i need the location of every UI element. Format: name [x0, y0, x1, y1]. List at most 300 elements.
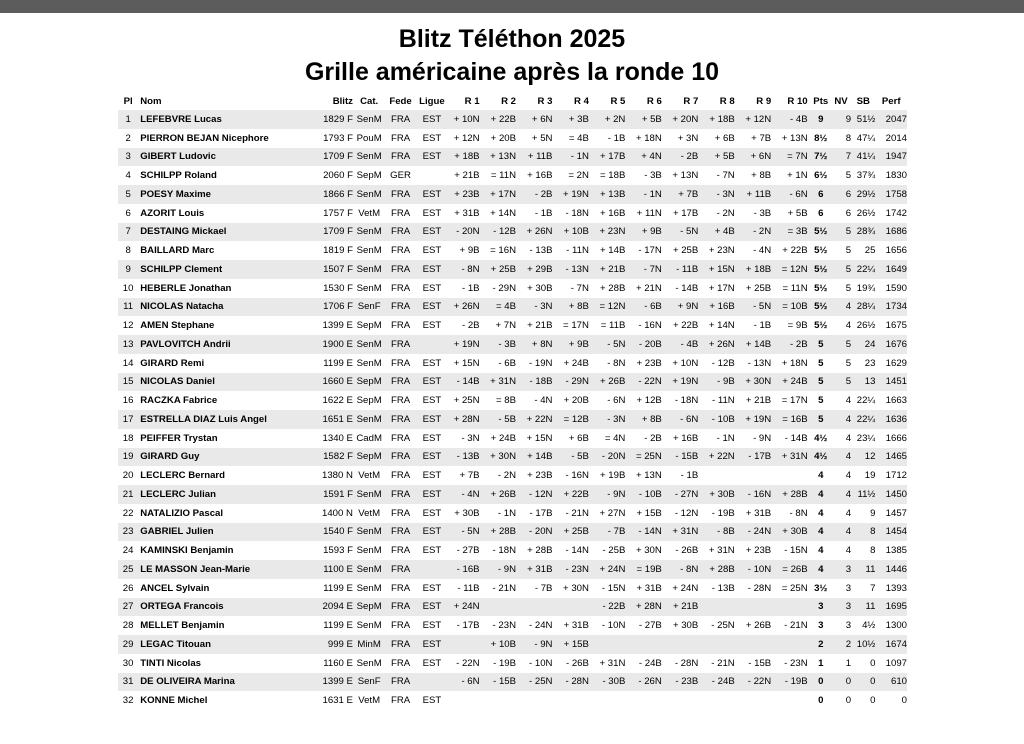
- cell-perf: 1742: [885, 207, 907, 219]
- cell-r1: + 28N: [453, 413, 480, 425]
- cell-federation: FRA: [390, 151, 411, 163]
- cell-r2: - 12B: [493, 226, 517, 238]
- cell-nv: 3: [845, 601, 852, 613]
- cell-r7: - 15B: [675, 451, 699, 463]
- cell-r9: - 9N: [753, 432, 772, 444]
- cell-sb: 0: [870, 676, 876, 688]
- cell-r3: + 6N: [531, 113, 553, 125]
- cell-r3: + 30B: [527, 282, 553, 294]
- cell-r4: - 23N: [565, 563, 589, 575]
- cell-r3: - 7B: [534, 582, 553, 594]
- cell-r2: = 4B: [496, 301, 517, 313]
- cell-nv: 5: [845, 263, 852, 275]
- cell-r9: + 31B: [745, 507, 772, 519]
- cell-r2: - 3B: [498, 338, 517, 350]
- cell-r3: - 20N: [529, 526, 553, 538]
- table-row: [118, 504, 907, 523]
- cell-r1: + 12N: [453, 132, 480, 144]
- cell-category: SepM: [356, 395, 382, 407]
- cell-r9: - 10N: [747, 563, 772, 575]
- header-r6: R 6: [646, 95, 662, 107]
- header-r2: R 2: [501, 95, 517, 107]
- table-row: [118, 654, 907, 673]
- cell-r2: + 14N: [490, 207, 517, 219]
- table-row: [118, 354, 907, 373]
- table-row: [118, 166, 907, 185]
- cell-sb: 4½: [862, 620, 876, 632]
- cell-sb: 22¼: [856, 395, 876, 407]
- cell-category: SenM: [356, 563, 382, 575]
- cell-r8: - 2N: [716, 207, 735, 219]
- cell-perf: 1300: [885, 620, 907, 632]
- cell-nv: 4: [845, 413, 852, 425]
- cell-r8: - 25N: [711, 620, 735, 632]
- cell-blitz: 1199 E: [323, 582, 353, 594]
- table-row: [118, 335, 907, 354]
- cell-place: 9: [125, 263, 131, 275]
- cell-r7: + 17B: [672, 207, 699, 219]
- cell-r7: - 27N: [674, 488, 699, 500]
- cell-r6: - 2B: [644, 432, 662, 444]
- cell-sb: 23¼: [856, 432, 876, 444]
- cell-r10: + 1N: [787, 170, 808, 182]
- cell-r4: [555, 691, 591, 710]
- cell-league: EST: [422, 488, 442, 500]
- cell-nv: 4: [845, 451, 852, 463]
- cell-r9: - 4N: [753, 245, 772, 257]
- cell-r5: - 30B: [602, 676, 626, 688]
- cell-points: 5: [818, 376, 824, 388]
- cell-category: SenM: [356, 226, 382, 238]
- cell-r4: + 24B: [563, 357, 589, 369]
- cell-r8: - 7N: [716, 170, 735, 182]
- header-sb: SB: [856, 95, 870, 107]
- cell-blitz: 1866 F: [323, 188, 353, 200]
- cell-r10: + 30B: [782, 526, 808, 538]
- cell-perf: 1454: [885, 526, 907, 538]
- cell-r5: - 5N: [607, 338, 626, 350]
- cell-r10: + 28B: [782, 488, 808, 500]
- cell-blitz: 1399 E: [322, 320, 353, 332]
- cell-blitz: 1540 F: [323, 526, 353, 538]
- cell-name: LEGAC Titouan: [140, 638, 211, 650]
- table-row: [118, 129, 907, 148]
- cell-points: 4½: [814, 451, 828, 463]
- cell-federation: FRA: [390, 245, 411, 257]
- cell-r9: + 21B: [745, 395, 772, 407]
- cell-r2: - 1N: [497, 507, 517, 519]
- cell-r4: - 16N: [565, 470, 589, 482]
- cell-r4: + 20B: [563, 395, 589, 407]
- cell-r5: - 20N: [601, 451, 626, 463]
- cell-name: AZORIT Louis: [140, 207, 205, 219]
- cell-federation: FRA: [390, 113, 411, 125]
- cell-league: [416, 673, 448, 692]
- cell-r5: + 23N: [599, 226, 626, 238]
- cell-place: 8: [125, 245, 131, 257]
- cell-points: 6: [818, 188, 824, 200]
- cell-category: SenM: [356, 338, 382, 350]
- cell-sb: 24: [864, 338, 876, 350]
- cell-r5: - 22B: [602, 601, 626, 613]
- cell-federation: FRA: [390, 676, 411, 688]
- cell-r5: + 14B: [600, 245, 626, 257]
- cell-blitz: 1757 F: [323, 207, 353, 219]
- cell-r8: - 21N: [711, 657, 735, 669]
- cell-points: 5: [818, 395, 824, 407]
- cell-perf: 2047: [885, 113, 907, 125]
- cell-r10: = 10B: [782, 301, 808, 313]
- cell-r2: + 30N: [490, 451, 517, 463]
- cell-r8: - 19B: [711, 507, 735, 519]
- cell-r6: - 27B: [638, 620, 662, 632]
- cell-sb: 28¾: [856, 226, 876, 238]
- cell-r1: + 21B: [454, 170, 480, 182]
- cell-r10: + 24B: [782, 376, 808, 388]
- cell-federation: FRA: [390, 470, 411, 482]
- cell-federation: FRA: [390, 132, 411, 144]
- cell-r8: - 9B: [717, 376, 735, 388]
- cell-r6: + 9B: [641, 226, 662, 238]
- cell-blitz: 1660 E: [322, 376, 353, 388]
- cell-place: 13: [122, 338, 134, 350]
- cell-r4: - 14N: [565, 545, 589, 557]
- cell-r6: - 10B: [638, 488, 662, 500]
- cell-r3: + 22N: [526, 413, 553, 425]
- cell-r8: + 16B: [709, 301, 735, 313]
- cell-sb: 25: [864, 245, 876, 257]
- cell-category: MinM: [357, 638, 381, 650]
- cell-category: SenF: [357, 676, 381, 688]
- cell-r6: = 25N: [635, 451, 662, 463]
- cell-category: SenM: [356, 188, 382, 200]
- cell-r5: + 31N: [599, 657, 626, 669]
- cell-r3: + 21B: [527, 320, 553, 332]
- cell-name: HEBERLE Jonathan: [140, 282, 232, 294]
- cell-nv: 4: [845, 395, 852, 407]
- cell-federation: FRA: [390, 395, 411, 407]
- cell-league: EST: [422, 357, 442, 369]
- cell-r2: - 2N: [497, 470, 517, 482]
- cell-r1: + 26N: [453, 301, 480, 313]
- cell-r10: = 16B: [782, 413, 808, 425]
- cell-place: 6: [125, 207, 131, 219]
- cell-points: 3: [818, 601, 824, 613]
- cell-league: EST: [422, 226, 442, 238]
- cell-league: EST: [422, 432, 442, 444]
- cell-r10: [774, 466, 810, 485]
- cell-r8: + 28B: [709, 563, 735, 575]
- cell-sb: 11: [865, 563, 876, 575]
- cell-points: 0: [818, 695, 824, 707]
- cell-r8: + 26N: [708, 338, 735, 350]
- cell-perf: 1465: [885, 451, 907, 463]
- cell-r7: + 7B: [678, 188, 699, 200]
- cell-league: EST: [422, 582, 442, 594]
- cell-blitz: 1582 F: [323, 451, 353, 463]
- header-blitz: Blitz: [332, 95, 353, 107]
- cell-r6: - 22N: [638, 376, 662, 388]
- cell-r4: - 26B: [565, 657, 589, 669]
- cell-league: EST: [422, 113, 442, 125]
- cell-r9: [738, 691, 774, 710]
- cell-r7: [665, 691, 701, 710]
- cell-name: LECLERC Julian: [140, 488, 216, 500]
- cell-r7: - 12N: [674, 507, 699, 519]
- cell-r6: - 3B: [644, 170, 662, 182]
- cell-r7: - 11B: [676, 263, 699, 275]
- cell-r3: + 14B: [527, 451, 553, 463]
- cell-r1: - 13B: [456, 451, 480, 463]
- cell-r3: - 19N: [529, 357, 553, 369]
- cell-r9: + 25B: [745, 282, 772, 294]
- cell-r2: = 8B: [496, 395, 517, 407]
- cell-nv: 0: [845, 676, 852, 688]
- cell-r3: - 17B: [529, 507, 553, 519]
- cell-r4: - 29N: [565, 376, 589, 388]
- cell-nv: 2: [845, 638, 852, 650]
- table-row: [118, 616, 907, 635]
- header-federation: Fede: [389, 95, 412, 107]
- cell-category: SenM: [356, 357, 382, 369]
- cell-points: 0: [818, 676, 824, 688]
- cell-r2: + 31N: [490, 376, 517, 388]
- cell-league: EST: [422, 151, 442, 163]
- cell-league: EST: [422, 470, 442, 482]
- cell-r10: + 22B: [782, 245, 808, 257]
- cell-r2: + 13N: [490, 151, 517, 163]
- cell-sb: 51½: [856, 113, 876, 125]
- cell-place: 2: [125, 132, 131, 144]
- table-row: [118, 241, 907, 260]
- header-r4: R 4: [573, 95, 589, 107]
- cell-name: NICOLAS Natacha: [140, 301, 224, 313]
- cell-r6: + 11N: [636, 207, 662, 219]
- cell-r5: - 15N: [601, 582, 626, 594]
- cell-r2: = 11N: [490, 170, 517, 182]
- cell-r3: [519, 691, 555, 710]
- cell-sb: 12: [864, 451, 876, 463]
- cell-r10: + 5B: [787, 207, 808, 219]
- cell-points: 4: [818, 563, 824, 575]
- cell-r5: = 11B: [600, 320, 626, 332]
- cell-nv: 7: [845, 151, 852, 163]
- cell-name: PIERRON BEJAN Nicephore: [140, 132, 269, 144]
- cell-nv: 3: [845, 582, 852, 594]
- cell-r2: + 22B: [490, 113, 517, 125]
- cell-r8: + 14N: [708, 320, 735, 332]
- cell-r1: + 30B: [454, 507, 480, 519]
- cell-r9: + 6N: [750, 151, 772, 163]
- cell-r8: + 18B: [709, 113, 735, 125]
- cell-sb: 19: [864, 470, 876, 482]
- cell-r9: - 24N: [747, 526, 772, 538]
- cell-r8: - 3N: [716, 188, 735, 200]
- cell-r5: = 18B: [600, 170, 626, 182]
- cell-sb: 8: [870, 545, 876, 557]
- cell-place: 27: [122, 601, 134, 613]
- cell-r10: = 25N: [781, 582, 808, 594]
- cell-blitz: 1631 E: [322, 695, 353, 707]
- cell-r5: - 25B: [602, 545, 626, 557]
- cell-r10: = 12N: [781, 263, 808, 275]
- cell-r3: - 10N: [529, 657, 553, 669]
- cell-federation: FRA: [390, 638, 411, 650]
- cell-place: 26: [122, 582, 134, 594]
- table-body: [118, 110, 907, 710]
- cell-nv: 6: [845, 188, 852, 200]
- cell-category: SenM: [356, 413, 382, 425]
- table-row: [118, 298, 907, 317]
- cell-place: 11: [123, 301, 134, 313]
- cell-category: SenM: [356, 657, 382, 669]
- cell-r8: - 13B: [711, 582, 735, 594]
- cell-name: GIRARD Guy: [140, 451, 200, 463]
- cell-place: 14: [122, 357, 134, 369]
- cell-federation: FRA: [390, 207, 411, 219]
- cell-r8: + 17N: [708, 282, 735, 294]
- cell-r5: - 7B: [607, 526, 626, 538]
- cell-name: AMEN Stephane: [140, 320, 215, 332]
- cell-federation: FRA: [390, 488, 411, 500]
- cell-points: 5½: [814, 263, 828, 275]
- cell-r7: - 5N: [680, 226, 699, 238]
- cell-blitz: 1530 F: [323, 282, 353, 294]
- cell-r4: - 13N: [565, 263, 589, 275]
- cell-name: KAMINSKI Benjamin: [140, 545, 234, 557]
- cell-r9: + 8B: [751, 170, 772, 182]
- cell-category: SepM: [356, 601, 382, 613]
- cell-category: SepM: [356, 451, 382, 463]
- cell-r6: - 17N: [638, 245, 662, 257]
- cell-r3: + 16B: [527, 170, 553, 182]
- cell-perf: 1590: [885, 282, 907, 294]
- cell-r3: - 3N: [534, 301, 553, 313]
- cell-r4: - 5B: [571, 451, 589, 463]
- cell-league: EST: [422, 207, 442, 219]
- table-row: [118, 560, 907, 579]
- cell-name: POESY Maxime: [140, 188, 211, 200]
- cell-nv: 1: [845, 657, 852, 669]
- table-row: [118, 635, 907, 654]
- cell-r10: [774, 691, 810, 710]
- table-row: [118, 429, 907, 448]
- header-points: Pts: [813, 95, 829, 107]
- cell-r9: + 12N: [745, 113, 772, 125]
- cell-federation: FRA: [390, 526, 411, 538]
- cell-r6: - 1N: [643, 188, 662, 200]
- cell-r1: + 25N: [453, 395, 480, 407]
- cell-category: SepM: [356, 170, 382, 182]
- cell-r7: + 21B: [672, 601, 699, 613]
- cell-r6: + 30N: [635, 545, 662, 557]
- cell-league: EST: [422, 657, 442, 669]
- cell-place: 4: [125, 170, 131, 182]
- cell-perf: 1675: [885, 320, 907, 332]
- cell-place: 18: [122, 432, 134, 444]
- cell-r5: - 1B: [607, 132, 626, 144]
- cell-r6: = 19B: [636, 563, 662, 575]
- cell-perf: 1695: [885, 601, 907, 613]
- cell-r4: - 11N: [566, 245, 589, 257]
- cell-r10: = 9B: [787, 320, 808, 332]
- cell-nv: 4: [845, 507, 852, 519]
- cell-federation: FRA: [390, 413, 411, 425]
- cell-federation: FRA: [390, 282, 411, 294]
- cell-category: VetM: [358, 207, 381, 219]
- cell-league: EST: [422, 620, 442, 632]
- cell-r6: - 24B: [638, 657, 662, 669]
- cell-league: EST: [422, 695, 442, 707]
- cell-blitz: 999 E: [327, 638, 353, 650]
- cell-r7: + 25B: [672, 245, 699, 257]
- cell-r4: = 17N: [563, 320, 589, 332]
- cell-r7: + 31N: [672, 526, 699, 538]
- cell-r10: - 15N: [784, 545, 808, 557]
- cell-r1: - 27B: [456, 545, 480, 557]
- cell-nv: 5: [845, 376, 852, 388]
- cell-r6: + 21N: [635, 282, 662, 294]
- cell-category: SenM: [356, 151, 382, 163]
- cell-nv: 4: [845, 545, 852, 557]
- cell-r4: - 1N: [570, 151, 589, 163]
- cell-perf: 1674: [885, 638, 907, 650]
- cell-r4: + 22B: [563, 488, 589, 500]
- table-row: [118, 691, 907, 710]
- cell-perf: 2014: [885, 132, 907, 144]
- cell-blitz: 1900 E: [322, 338, 353, 350]
- cell-category: VetM: [358, 507, 381, 519]
- cell-r9: - 13N: [747, 357, 772, 369]
- cell-place: 21: [122, 488, 134, 500]
- cell-points: 4: [818, 545, 824, 557]
- cell-r5: = 4N: [604, 432, 626, 444]
- page-title: Blitz Téléthon 2025: [398, 25, 626, 53]
- cell-r9: - 22N: [747, 676, 772, 688]
- cell-nv: 5: [845, 245, 852, 257]
- cell-r10: - 8N: [789, 507, 808, 519]
- cell-r10: - 14B: [784, 432, 808, 444]
- cell-blitz: 1709 F: [323, 151, 353, 163]
- cell-category: SenM: [356, 113, 382, 125]
- cell-blitz: 1819 F: [323, 245, 353, 257]
- cell-r5: - 10N: [601, 620, 626, 632]
- cell-perf: 1385: [885, 545, 907, 557]
- cell-place: 15: [122, 376, 134, 388]
- cell-r1: - 8N: [461, 263, 480, 275]
- cell-category: SenM: [356, 245, 382, 257]
- cell-r4: + 9B: [568, 338, 589, 350]
- cell-r6: + 12B: [636, 395, 662, 407]
- table-row: [118, 316, 907, 335]
- cell-r6: - 20B: [638, 338, 662, 350]
- cell-points: 5: [818, 338, 824, 350]
- cell-name: LEFEBVRE Lucas: [140, 113, 222, 125]
- table-row: [118, 204, 907, 223]
- cell-league: EST: [422, 188, 442, 200]
- cell-r3: + 29B: [527, 263, 553, 275]
- cell-r8: + 5B: [714, 151, 735, 163]
- cell-r8: [701, 598, 737, 617]
- cell-r4: + 31B: [563, 620, 589, 632]
- cell-r9: - 3B: [753, 207, 772, 219]
- cell-r9: - 2N: [753, 226, 772, 238]
- cell-r2: - 23N: [492, 620, 517, 632]
- cell-r1: - 2B: [461, 320, 480, 332]
- cell-r6: + 31B: [636, 582, 662, 594]
- cell-r5: - 6N: [607, 395, 626, 407]
- cell-r2: - 5B: [498, 413, 517, 425]
